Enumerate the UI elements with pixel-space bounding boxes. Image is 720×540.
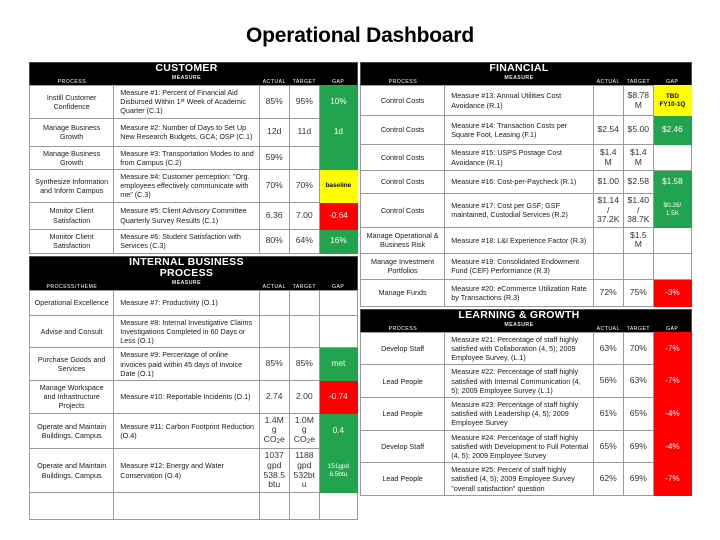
row-target — [289, 315, 319, 348]
internal-col-actual: ACTUAL — [259, 256, 289, 290]
row-actual — [593, 86, 623, 116]
row-gap-status: TBD FY10-1Q — [653, 86, 691, 116]
internal-section-title — [114, 256, 259, 290]
row-target — [289, 492, 319, 519]
customer-col-actual: ACTUAL — [259, 63, 289, 86]
row-gap-status — [653, 253, 691, 279]
financial-col-process: PROCESS — [361, 63, 445, 86]
row-gap-status: $0.26/ 1.5K — [653, 194, 691, 228]
row-actual: 80% — [259, 229, 289, 253]
table-row[interactable] — [361, 253, 692, 279]
table-row[interactable] — [30, 202, 358, 229]
customer-col-process: PROCESS — [30, 63, 114, 86]
row-target: 85% — [289, 348, 319, 381]
customer-col-target: TARGET — [289, 63, 319, 86]
learning-rows — [361, 332, 692, 495]
row-process: Manage Investment Portfolios — [361, 253, 445, 279]
row-actual: 65% — [593, 430, 623, 463]
learning-title-text: LEARNING & GROWTH — [458, 308, 580, 321]
row-process: Manage Funds — [361, 279, 445, 306]
internal-col-measure: MEASURE — [171, 279, 202, 286]
row-measure: Measure #19: Consolidated Endowment Fund (CEF) Performance (R.3) — [445, 253, 593, 279]
row-gap-status — [319, 146, 357, 169]
row-measure: Measure #5: Client Advisory Committee Quarterly Survey Results (C.1) — [114, 202, 259, 229]
table-row[interactable] — [30, 315, 358, 348]
row-measure: Measure #13: Annual Utilities Cost Avoidance (R.1) — [445, 86, 593, 116]
row-measure: Measure #4: Customer perception: "Org. employees effectively communicate with me" (C.3) — [114, 170, 259, 203]
row-actual — [593, 253, 623, 279]
row-target: 65% — [623, 398, 653, 431]
table-row[interactable] — [361, 86, 692, 116]
row-gap-status: -4% — [653, 430, 691, 463]
row-actual: 2.74 — [259, 380, 289, 413]
row-actual: $2.54 — [593, 116, 623, 145]
table-row[interactable] — [30, 380, 358, 413]
row-gap-status: 16% — [319, 229, 357, 253]
table-row[interactable] — [361, 365, 692, 398]
row-measure: Measure #23: Percentage of staff highly satisfied with Leadership (4, 5); 2009 Employee Survey — [445, 398, 593, 431]
table-row[interactable] — [361, 227, 692, 253]
financial-col-gap: GAP — [653, 63, 691, 86]
learning-section-title — [445, 309, 593, 332]
row-gap-status: baseline — [319, 170, 357, 203]
row-measure: Measure #20: eCommerce Utilization Rate by Transactions (R.3) — [445, 279, 593, 306]
row-target: $8.78M — [623, 86, 653, 116]
table-row[interactable] — [30, 492, 358, 519]
row-actual: 12d — [259, 118, 289, 146]
row-target: $1.4M — [623, 145, 653, 171]
row-gap-status: -7% — [653, 365, 691, 398]
row-gap-status: -3% — [653, 279, 691, 306]
row-target: $1.5M — [623, 227, 653, 253]
row-actual: $1.4M — [593, 145, 623, 171]
table-row[interactable] — [361, 332, 692, 365]
row-gap-status — [653, 227, 691, 253]
table-row[interactable] — [30, 348, 358, 381]
row-target: 7.00 — [289, 202, 319, 229]
row-measure: Measure #24: Percentage of staff highly satisfied with Development to Full Potential (4, 5); 2009 Employee Survey — [445, 430, 593, 463]
row-actual — [593, 227, 623, 253]
row-actual — [259, 492, 289, 519]
row-process: Develop Staff — [361, 332, 445, 365]
row-measure: Measure #25: Percent of staff highly satisfied (4, 5); 2009 Employee Survey "overall satisfaction" question — [445, 463, 593, 496]
row-measure: Measure #18: L&I Experience Factor (R.3) — [445, 227, 593, 253]
row-process: Purchase Goods and Services — [30, 348, 114, 381]
right-column-panel — [360, 62, 692, 496]
internal-col-target: TARGET — [289, 256, 319, 290]
row-measure: Measure #7: Productivity (O.1) — [114, 290, 259, 315]
internal-title-text: INTERNAL BUSINESS PROCESS — [129, 255, 244, 279]
learning-col-actual: ACTUAL — [593, 309, 623, 332]
row-gap-status: 151gpd 6.5btu — [319, 449, 357, 492]
row-actual: 6.36 — [259, 202, 289, 229]
customer-col-gap: GAP — [319, 63, 357, 86]
row-measure: Measure #17: Cost per GSF; GSF maintained, Custodial Services (R.2) — [445, 194, 593, 228]
row-gap-status — [319, 492, 357, 519]
row-actual: 1037gpd 538.5btu — [259, 449, 289, 492]
row-target: 11d — [289, 118, 319, 146]
row-process: Develop Staff — [361, 430, 445, 463]
table-row[interactable] — [361, 171, 692, 194]
row-process: Lead People — [361, 463, 445, 496]
financial-col-measure: MEASURE — [504, 75, 534, 81]
row-process: Manage Business Growth — [30, 146, 114, 169]
page-title: Operational Dashboard — [245, 24, 474, 47]
row-actual: 85% — [259, 348, 289, 381]
row-target: 2.00 — [289, 380, 319, 413]
learning-col-target: TARGET — [623, 309, 653, 332]
row-actual: 56% — [593, 365, 623, 398]
table-row[interactable] — [30, 146, 358, 169]
row-process: Control Costs — [361, 116, 445, 145]
row-actual: $1.00 — [593, 171, 623, 194]
row-actual: $1.14/ 37.2K — [593, 194, 623, 228]
table-row[interactable] — [30, 170, 358, 203]
table-row[interactable] — [361, 463, 692, 496]
row-process: Monitor Client Satisfaction — [30, 229, 114, 253]
learning-col-measure: MEASURE — [504, 321, 534, 328]
table-row[interactable] — [30, 449, 358, 492]
row-gap-status: -7% — [653, 332, 691, 365]
row-gap-status: 1d — [319, 118, 357, 146]
row-measure: Measure #21: Percentage of staff highly satisfied with Collaboration (4, 5); 2009 Employee Survey, (L.1) — [445, 332, 593, 365]
learning-section-header — [361, 309, 692, 332]
left-column-panel — [29, 62, 358, 520]
financial-section-header — [361, 63, 692, 86]
customer-title-text: CUSTOMER — [155, 62, 218, 74]
row-gap-status: $2.46 — [653, 116, 691, 145]
row-actual: 59% — [259, 146, 289, 169]
row-process: Operate and Maintain Buildings, Campus — [30, 449, 114, 492]
row-target: 1.0Mg CO2e — [289, 413, 319, 449]
learning-table — [360, 309, 692, 496]
row-gap-status — [319, 290, 357, 315]
row-actual: 85% — [259, 86, 289, 119]
row-process: Manage Operational & Business Risk — [361, 227, 445, 253]
row-measure: Measure #12: Energy and Water Conservation (O.4) — [114, 449, 259, 492]
internal-rows — [30, 290, 358, 519]
customer-col-measure: MEASURE — [171, 75, 202, 81]
row-process: Control Costs — [361, 145, 445, 171]
row-measure: Measure #10: Reportable Incidents (O.1) — [114, 380, 259, 413]
customer-section-header — [30, 63, 358, 86]
table-row[interactable] — [30, 118, 358, 146]
row-process: Synthesize Information and Inform Campus — [30, 170, 114, 203]
learning-col-process: PROCESS — [361, 309, 445, 332]
row-actual — [259, 315, 289, 348]
row-gap-status: -7% — [653, 463, 691, 496]
row-process: Lead People — [361, 398, 445, 431]
row-measure: Measure #1: Percent of Financial Aid Disbursed Within 1st Week of Academic Quarter (C.1) — [114, 86, 259, 119]
row-measure: Measure #15: USPS Postage Cost Avoidance (R.1) — [445, 145, 593, 171]
learning-col-gap: GAP — [653, 309, 691, 332]
customer-table — [29, 62, 358, 254]
row-process: Control Costs — [361, 86, 445, 116]
row-target — [289, 146, 319, 169]
row-process: Control Costs — [361, 194, 445, 228]
row-process: Advise and Consult — [30, 315, 114, 348]
row-target: $5.00 — [623, 116, 653, 145]
row-gap-status: -0.64 — [319, 202, 357, 229]
row-process: Manage Workspace and Infrastructure Projects — [30, 380, 114, 413]
row-gap-status: met — [319, 348, 357, 381]
row-actual: 63% — [593, 332, 623, 365]
row-target: 1188gpd 532btu — [289, 449, 319, 492]
row-target: 63% — [623, 365, 653, 398]
table-row[interactable] — [30, 86, 358, 119]
row-target: 70% — [289, 170, 319, 203]
row-measure: Measure #6: Student Satisfaction with Services (C.3) — [114, 229, 259, 253]
financial-title-text: FINANCIAL — [489, 62, 549, 74]
row-actual: 72% — [593, 279, 623, 306]
table-row[interactable] — [30, 290, 358, 315]
table-row[interactable] — [361, 430, 692, 463]
table-row[interactable] — [361, 145, 692, 171]
internal-section-header — [30, 256, 358, 290]
row-process: Monitor Client Satisfaction — [30, 202, 114, 229]
financial-col-actual: ACTUAL — [593, 63, 623, 86]
row-gap-status: -4% — [653, 398, 691, 431]
row-actual: 1.4Mg CO2e — [259, 413, 289, 449]
row-process: Manage Business Growth — [30, 118, 114, 146]
internal-col-process: PROCESS/THEME — [30, 256, 114, 290]
row-gap-status: 0.4 — [319, 413, 357, 449]
row-process — [30, 492, 114, 519]
row-target — [623, 253, 653, 279]
row-measure: Measure #11: Carbon Footprint Reduction (O.4) — [114, 413, 259, 449]
internal-table-body — [30, 256, 358, 290]
customer-rows — [30, 86, 358, 254]
row-target: 69% — [623, 430, 653, 463]
financial-table — [360, 62, 692, 307]
row-measure: Measure #16: Cost-per-Paycheck (R.1) — [445, 171, 593, 194]
internal-col-gap: GAP — [319, 256, 357, 290]
customer-table-body — [30, 63, 358, 86]
table-row[interactable] — [30, 413, 358, 449]
row-gap-status: 10% — [319, 86, 357, 119]
row-actual: 62% — [593, 463, 623, 496]
financial-col-target: TARGET — [623, 63, 653, 86]
row-measure: Measure #8: Internal Investigative Claims Investigations Completed in 60 Days or Less (O.1) — [114, 315, 259, 348]
row-target: $2.58 — [623, 171, 653, 194]
row-measure: Measure #3: Transportation Modes to and from Campus (C.2) — [114, 146, 259, 169]
row-measure: Measure #22: Percentage of staff highly satisfied with Internal Communication (4, 5); 2009 Employee Survey (L.1) — [445, 365, 593, 398]
row-target — [289, 290, 319, 315]
customer-section-title — [114, 63, 259, 86]
row-measure — [114, 492, 259, 519]
row-target: 95% — [289, 86, 319, 119]
row-gap-status — [653, 145, 691, 171]
row-target: 69% — [623, 463, 653, 496]
row-target: 64% — [289, 229, 319, 253]
internal-table — [29, 256, 358, 520]
row-process: Lead People — [361, 365, 445, 398]
table-row[interactable] — [361, 398, 692, 431]
row-actual — [259, 290, 289, 315]
row-target: $1.40/ 38.7K — [623, 194, 653, 228]
financial-section-title — [445, 63, 593, 86]
table-row[interactable] — [361, 116, 692, 145]
financial-table-body — [361, 63, 692, 86]
row-process: Instill Customer Confidence — [30, 86, 114, 119]
table-row[interactable] — [361, 279, 692, 306]
row-target: 70% — [623, 332, 653, 365]
row-gap-status: -0.74 — [319, 380, 357, 413]
row-gap-status — [319, 315, 357, 348]
row-process: Control Costs — [361, 171, 445, 194]
row-measure: Measure #14: Transaction Costs per Square Foot, Leasing (F.1) — [445, 116, 593, 145]
row-gap-status: $1.58 — [653, 171, 691, 194]
row-target: 75% — [623, 279, 653, 306]
row-process: Operate and Maintain Buildings, Campus — [30, 413, 114, 449]
row-actual: 70% — [259, 170, 289, 203]
table-row[interactable] — [361, 194, 692, 228]
row-measure: Measure #9: Percentage of online invoices paid within 45 days of Invoice Date (O.1) — [114, 348, 259, 381]
row-measure: Measure #2: Number of Days to Set Up New Research Budgets, GCA; OSP (C.1) — [114, 118, 259, 146]
financial-rows — [361, 86, 692, 307]
row-actual: 61% — [593, 398, 623, 431]
learning-table-body — [361, 309, 692, 332]
table-row[interactable] — [30, 229, 358, 253]
row-process: Operational Excellence — [30, 290, 114, 315]
